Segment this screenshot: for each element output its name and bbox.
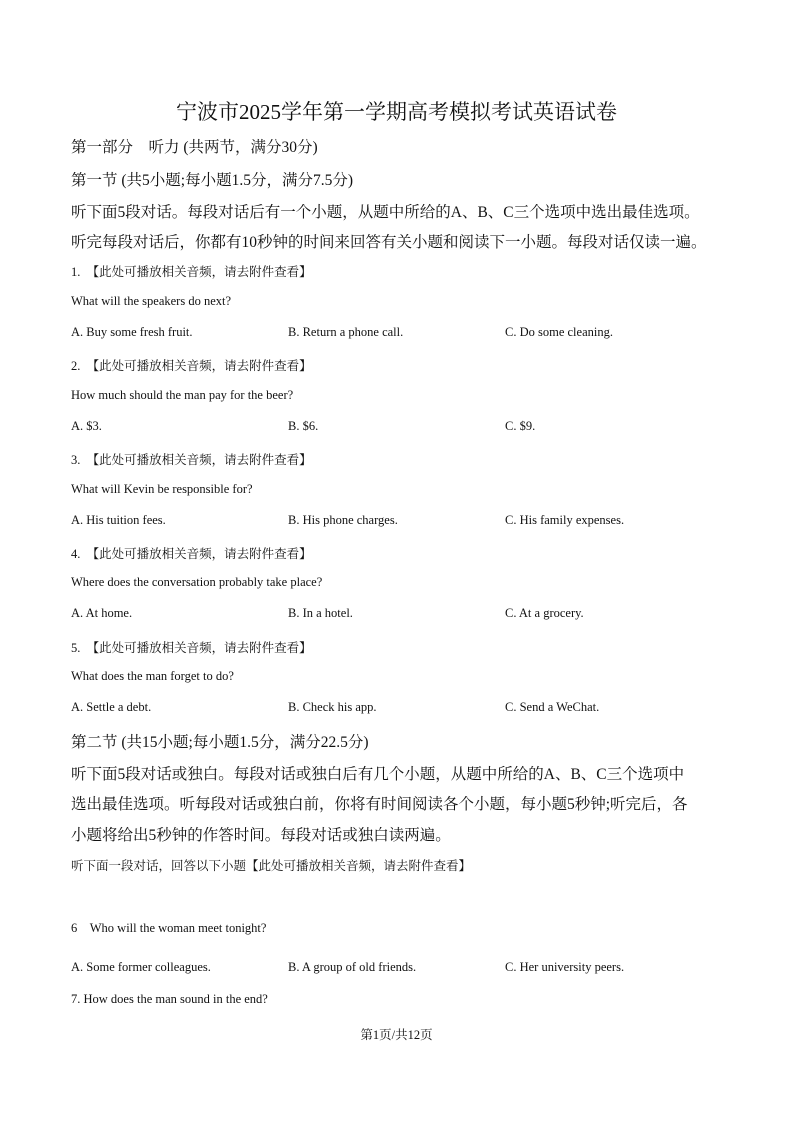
question-stem: 7. How does the man sound in the end? bbox=[71, 992, 268, 1006]
section1-heading: 第一节 (共5小题;每小题1.5分，满分7.5分) bbox=[71, 172, 354, 189]
question-stem: 6 Who will the woman meet tonight? bbox=[71, 921, 267, 935]
question-stem: What will Kevin be responsible for? bbox=[71, 482, 253, 496]
option-c[interactable]: C. Do some cleaning. bbox=[505, 325, 613, 339]
option-a[interactable]: A. Some former colleagues. bbox=[71, 960, 211, 974]
question-stem: How much should the man pay for the beer? bbox=[71, 388, 294, 402]
option-c[interactable]: C. At a grocery. bbox=[505, 606, 584, 620]
question-stem: What does the man forget to do? bbox=[71, 669, 234, 683]
part1-heading: 第一部分 听力 (共两节，满分30分) bbox=[71, 139, 318, 156]
audio-note: 2. 【此处可播放相关音频，请去附件查看】 bbox=[71, 359, 312, 373]
section2-heading: 第二节 (共15小题;每小题1.5分，满分22.5分) bbox=[71, 734, 369, 751]
option-b[interactable]: B. Return a phone call. bbox=[288, 325, 404, 339]
question-stem: What will the speakers do next? bbox=[71, 294, 232, 308]
section1-instruction-line: 听完每段对话后，你都有10秒钟的时间来回答有关小题和阅读下一小题。每段对话仅读一遍。 bbox=[71, 234, 707, 251]
audio-note: 1. 【此处可播放相关音频，请去附件查看】 bbox=[71, 265, 312, 279]
option-a[interactable]: A. $3. bbox=[71, 419, 102, 433]
option-c[interactable]: C. Send a WeChat. bbox=[505, 700, 600, 714]
option-b[interactable]: B. In a hotel. bbox=[288, 606, 353, 620]
audio-note: 3. 【此处可播放相关音频，请去附件查看】 bbox=[71, 453, 312, 467]
page-title: 宁波市2025学年第一学期高考模拟考试英语试卷 bbox=[176, 100, 617, 124]
option-a[interactable]: A. At home. bbox=[71, 606, 133, 620]
option-c[interactable]: C. $9. bbox=[505, 419, 536, 433]
section2-instruction-line: 听下面5段对话或独白。每段对话或独白后有几个小题，从题中所给的A、B、C三个选项中 bbox=[71, 766, 685, 783]
option-b[interactable]: B. $6. bbox=[288, 419, 319, 433]
option-b[interactable]: B. Check his app. bbox=[288, 700, 377, 714]
option-b[interactable]: B. A group of old friends. bbox=[288, 960, 417, 974]
option-b[interactable]: B. His phone charges. bbox=[288, 513, 398, 527]
option-c[interactable]: C. His family expenses. bbox=[505, 513, 625, 527]
section1-instruction-line: 听下面5段对话。每段对话后有一个小题，从题中所给的A、B、C三个选项中选出最佳选项。 bbox=[71, 204, 700, 221]
audio-note: 5. 【此处可播放相关音频，请去附件查看】 bbox=[71, 641, 312, 655]
audio-note: 4. 【此处可播放相关音频，请去附件查看】 bbox=[71, 547, 312, 561]
question-stem: Where does the conversation probably take place? bbox=[71, 575, 323, 589]
option-a[interactable]: A. Buy some fresh fruit. bbox=[71, 325, 193, 339]
option-a[interactable]: A. Settle a debt. bbox=[71, 700, 152, 714]
page-number-footer: 第1页/共12页 bbox=[360, 1028, 433, 1042]
section2-instruction-line: 小题将给出5秒钟的作答时间。每段对话或独白读两遍。 bbox=[71, 827, 451, 844]
dialogue-audio-note: 听下面一段对话，回答以下小题【此处可播放相关音频，请去附件查看】 bbox=[71, 859, 472, 873]
option-a[interactable]: A. His tuition fees. bbox=[71, 513, 166, 527]
option-c[interactable]: C. Her university peers. bbox=[505, 960, 625, 974]
section2-instruction-line: 选出最佳选项。听每段对话或独白前，你将有时间阅读各个小题，每小题5秒钟;听完后，各 bbox=[71, 796, 688, 813]
